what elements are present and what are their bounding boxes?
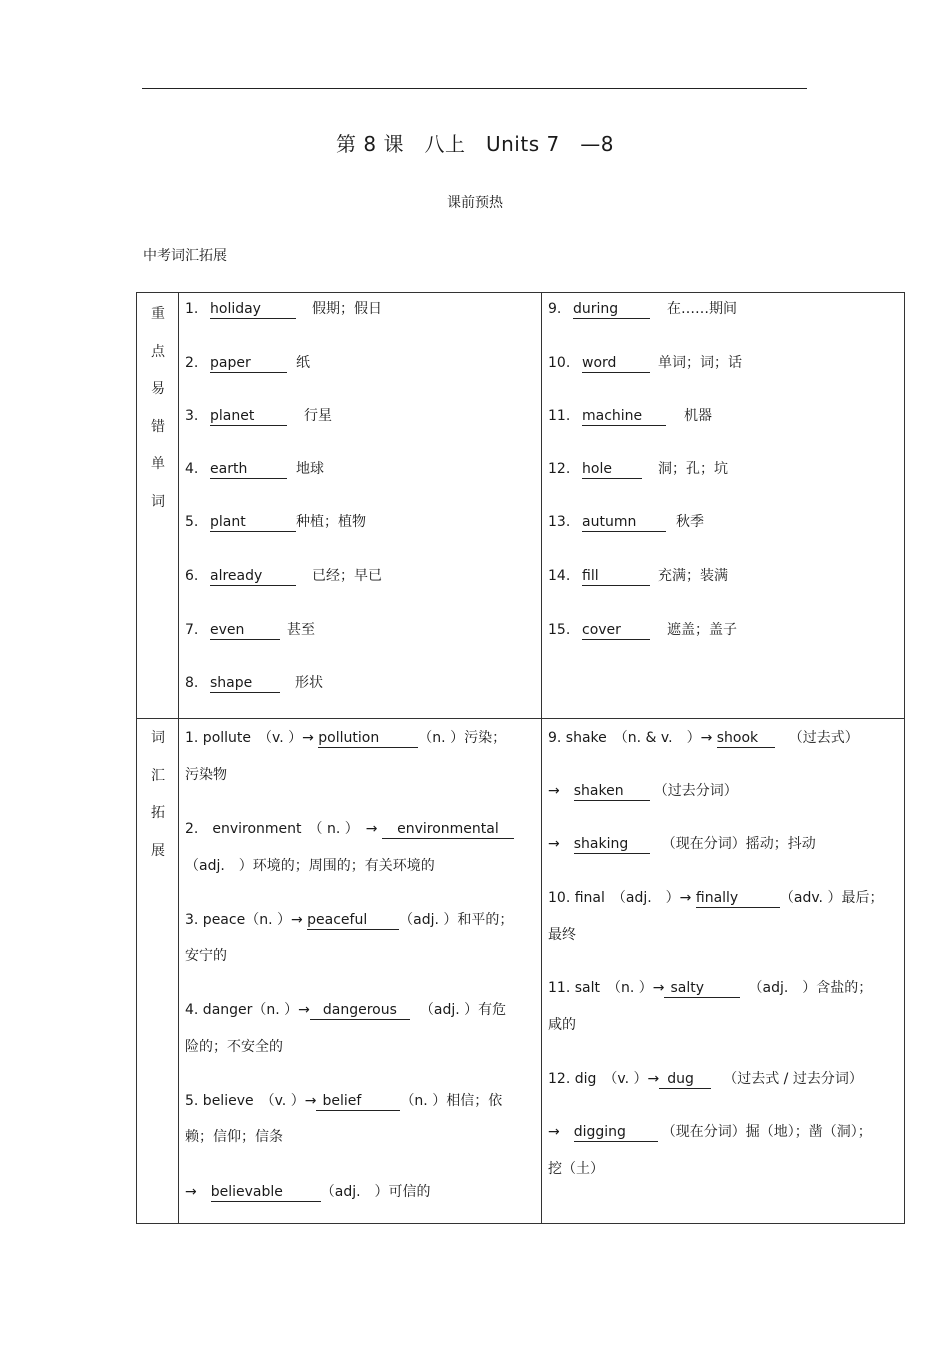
extension-item: 10. final （adj. ）→ finally （adv. ）最后； (548, 890, 884, 906)
word-item: 2. paper 纸 (185, 355, 310, 371)
extension-item-cont: 险的；不安全的 (185, 1039, 283, 1055)
word-item: 14. fill 充满；装满 (548, 568, 728, 584)
table-divider-label (178, 293, 179, 1223)
word-item: 11. machine 机器 (548, 408, 712, 424)
extension-item-cont: （adj. ）环境的；周围的；有关环境的 (185, 858, 435, 874)
word-item: 15. cover 遮盖；盖子 (548, 622, 737, 638)
table-divider-row (137, 718, 904, 719)
word-item: 1. holiday 假期；假日 (185, 301, 382, 317)
word-item: 4. earth 地球 (185, 461, 324, 477)
extension-item: 3. peace（n. ）→ peaceful （adj. ）和平的； (185, 912, 514, 928)
word-item: 9. during 在……期间 (548, 301, 737, 317)
extension-item: → shaken （过去分词） (548, 783, 738, 799)
extension-item: 5. believe （v. ）→ belief （n. ）相信；依 (185, 1093, 503, 1109)
extension-item-cont: 挖（土） (548, 1161, 604, 1177)
table-divider-middle (541, 293, 542, 1223)
extension-item: → believable （adj. ）可信的 (185, 1184, 431, 1200)
extension-item: 2. environment （ n. ） → environmental (185, 819, 514, 839)
extension-item-cont: 赖；信仰；信条 (185, 1129, 283, 1145)
section-heading: 中考词汇拓展 (143, 248, 227, 264)
extension-item: 4. danger（n. ）→ dangerous （adj. ）有危 (185, 1002, 507, 1018)
word-item: 10. word 单词；词；话 (548, 355, 742, 371)
extension-item: 11. salt （n. ）→ salty （adj. ）含盐的； (548, 980, 873, 996)
extension-item-cont: 污染物 (185, 767, 227, 783)
page-subtitle: 课前预热 (447, 195, 503, 211)
vocabulary-table (136, 292, 905, 1224)
row-label-key-words: 重 点 易 错 单 词 (151, 306, 165, 510)
word-item: 8. shape 形状 (185, 675, 323, 691)
extension-item: → digging （现在分词）掘（地）；凿（洞）； (548, 1124, 872, 1140)
extension-item-cont: 安宁的 (185, 948, 227, 964)
extension-item-cont: 咸的 (548, 1017, 576, 1033)
word-item: 7. even 甚至 (185, 622, 315, 638)
extension-item: → shaking （现在分词）摇动；抖动 (548, 836, 816, 852)
word-item: 6. already 已经；早已 (185, 568, 382, 584)
word-item: 3. planet 行星 (185, 408, 332, 424)
extension-item: 12. dig （v. ）→ dug （过去式 / 过去分词） (548, 1071, 863, 1087)
row-label-vocab-extension: 词 汇 拓 展 (151, 730, 165, 859)
page-title: 第 8 课 八上 Units 7 —8 (336, 132, 614, 156)
extension-item: 1. pollute （v. ）→ pollution （n. ）污染； (185, 730, 507, 746)
extension-item-cont: 最终 (548, 927, 576, 943)
header-rule (142, 88, 807, 89)
extension-item: 9. shake （n. & v. ）→ shook （过去式） (548, 730, 859, 746)
word-item: 12. hole 洞；孔；坑 (548, 461, 728, 477)
word-item: 13. autumn 秋季 (548, 514, 704, 530)
word-item: 5. plant 种植；植物 (185, 514, 366, 530)
